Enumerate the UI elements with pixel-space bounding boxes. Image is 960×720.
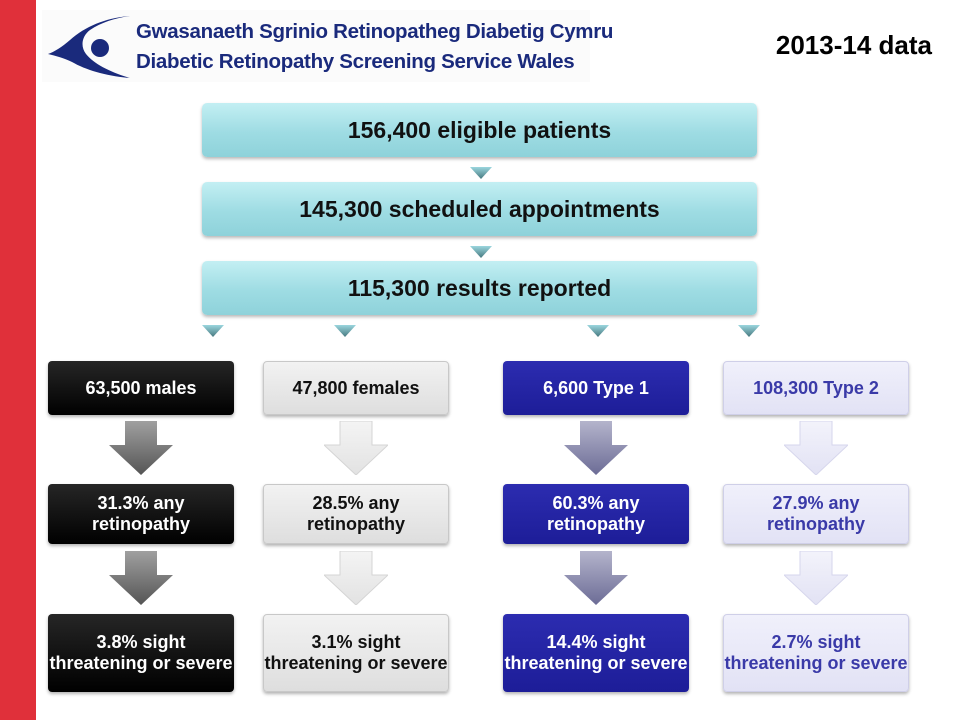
arrow-down-icon <box>109 551 173 605</box>
arrow-down-icon <box>564 551 628 605</box>
arrow-down-icon <box>784 551 848 605</box>
type1-sight-threatening-box: 14.4% sight threatening or severe <box>503 614 689 692</box>
type2-any-retinopathy-box: 27.9% any retinopathy <box>723 484 909 544</box>
arrow-down-icon <box>109 421 173 475</box>
arrow-down-icon <box>324 421 388 475</box>
scheduled-appointments-box: 145,300 scheduled appointments <box>202 182 757 236</box>
data-year-label: 2013-14 data <box>775 30 932 60</box>
arrow-down-icon <box>738 325 760 337</box>
side-accent-bar <box>0 0 36 720</box>
arrow-down-icon <box>564 421 628 475</box>
arrow-down-icon <box>324 551 388 605</box>
service-logo <box>42 10 614 82</box>
eligible-patients-box: 156,400 eligible patients <box>202 103 757 157</box>
type2-box: 108,300 Type 2 <box>723 361 909 415</box>
arrow-down-icon <box>334 325 356 337</box>
males-any-retinopathy-box: 31.3% any retinopathy <box>48 484 234 544</box>
logo-swoosh-icon <box>46 14 132 80</box>
arrow-down-icon <box>470 167 492 179</box>
results-reported-box: 115,300 results reported <box>202 261 757 315</box>
logo-title-welsh: Gwasanaeth Sgrinio Retinopatheg Diabetig Cymru <box>136 20 614 43</box>
males-box: 63,500 males <box>48 361 234 415</box>
type1-any-retinopathy-box: 60.3% any retinopathy <box>503 484 689 544</box>
females-box: 47,800 females <box>263 361 449 415</box>
males-sight-threatening-box: 3.8% sight threatening or severe <box>48 614 234 692</box>
arrow-down-icon <box>470 246 492 258</box>
type2-sight-threatening-box: 2.7% sight threatening or severe <box>723 614 909 692</box>
females-any-retinopathy-box: 28.5% any retinopathy <box>263 484 449 544</box>
females-sight-threatening-box: 3.1% sight threatening or severe <box>263 614 449 692</box>
arrow-down-icon <box>587 325 609 337</box>
arrow-down-icon <box>784 421 848 475</box>
type1-box: 6,600 Type 1 <box>503 361 689 415</box>
arrow-down-icon <box>202 325 224 337</box>
logo-title-english: Diabetic Retinopathy Screening Service Wales <box>136 50 575 73</box>
